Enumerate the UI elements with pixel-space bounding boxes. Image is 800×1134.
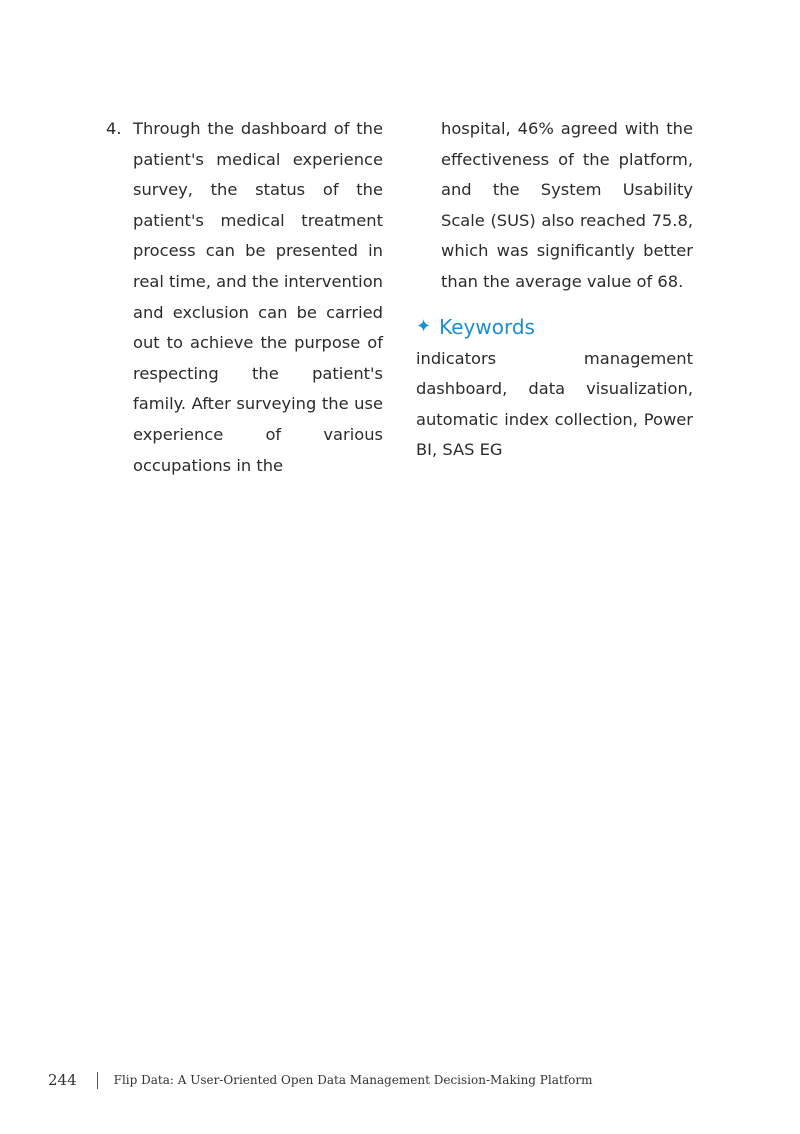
- page-number: 244: [48, 1071, 77, 1089]
- list-item: [106, 114, 383, 481]
- list-item-number: 4.: [106, 119, 122, 138]
- keywords-heading-label: Keywords: [439, 314, 535, 339]
- footer-title: Flip Data: A User-Oriented Open Data Management Decision-Making Platform: [113, 1073, 593, 1087]
- continued-paragraph: hospital, 46% agreed with the effectiveness of the platform, and the System Usability Scale (SUS) also reached 75.8, which was significantly better than the average value of 68.: [441, 119, 693, 291]
- right-column: [416, 114, 693, 466]
- list-item-text: Through the dashboard of the patient's medical experience survey, the status of the patient's medical treatment process can be presented in real time, and the intervention and exclusion can be carried out to achieve the purpose of respecting the patient's family. After surveying the use experience of various occupations in the: [133, 119, 383, 475]
- page-footer: [48, 1071, 592, 1089]
- four-point-star-icon: ✦: [416, 315, 432, 337]
- keywords-heading: [416, 312, 693, 342]
- keywords-text: indicators management dashboard, data visualization, automatic index collection, Power BI, SAS EG: [416, 348, 693, 460]
- left-column: [106, 114, 383, 481]
- footer-divider: [97, 1072, 98, 1089]
